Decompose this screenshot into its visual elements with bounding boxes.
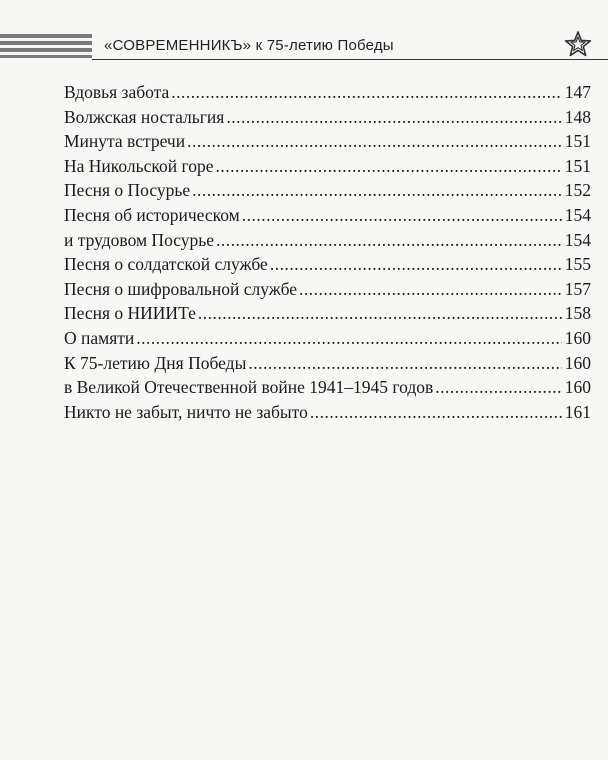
toc-entry: [64, 154, 591, 179]
toc-entry: [64, 80, 591, 105]
toc-entry: [64, 326, 591, 351]
leader-dots: [242, 203, 562, 228]
toc-entry-title: О памяти: [64, 327, 135, 348]
leader-dots: [226, 105, 561, 130]
toc-entry: [64, 351, 591, 376]
leader-dots: [270, 252, 562, 277]
toc-entry-title: На Никольской горе: [64, 155, 214, 176]
leader-dots: [216, 154, 562, 179]
toc-entry: [64, 105, 591, 130]
toc-entry-title: и трудовом Посурье: [64, 229, 215, 250]
toc-entry: [64, 301, 591, 326]
leader-dots: [310, 400, 562, 425]
leader-dots: [192, 178, 562, 203]
toc-entry-page: 151: [564, 131, 591, 152]
toc-entry: [64, 252, 591, 277]
toc-entry-page: 160: [564, 352, 591, 373]
toc-entry-page: 160: [564, 377, 591, 398]
toc-entry-page: 151: [564, 155, 591, 176]
toc-entry-title: Вдовья забота: [64, 82, 170, 102]
toc-entry: [64, 129, 591, 154]
leader-dots: [435, 375, 561, 400]
toc-entry-title: в Великой Отечественной войне 1941–1945 годов: [64, 377, 434, 398]
leader-dots: [248, 351, 561, 376]
toc-entry-page: 154: [564, 204, 591, 225]
table-of-contents: [64, 80, 591, 424]
leader-dots: [299, 277, 562, 302]
toc-entry: [64, 400, 591, 425]
toc-entry: [64, 375, 591, 400]
toc-entry-title: Волжская ностальгия: [64, 106, 225, 127]
toc-entry: [64, 277, 591, 302]
leader-dots: [187, 129, 562, 154]
toc-entry-title: Песня о солдатской службе: [64, 254, 268, 275]
toc-entry-title: Песня о Посурье: [64, 180, 191, 201]
toc-entry: [64, 203, 591, 228]
header-rule: [92, 59, 608, 60]
leader-dots: [136, 326, 561, 351]
toc-entry-page: 158: [564, 303, 591, 324]
toc-entry: [64, 228, 591, 253]
toc-entry-page: 148: [564, 106, 591, 127]
toc-entry-page: 154: [564, 229, 591, 250]
toc-entry-page: 161: [564, 401, 591, 422]
toc-entry-title: Песня о шифровальной службе: [64, 278, 298, 299]
running-head: «СОВРЕМЕННИКЪ» к 75-летию Победы: [104, 37, 394, 54]
ribbon-stripes: [0, 34, 92, 58]
toc-entry-title: Песня о НИИИТе: [64, 303, 196, 324]
toc-entry-title: Минута встречи: [64, 131, 186, 152]
toc-entry-page: 155: [564, 254, 591, 275]
toc-entry-page: 157: [564, 278, 591, 299]
toc-entry-title: Песня об историческом: [64, 204, 240, 225]
leader-dots: [216, 228, 562, 253]
toc-entry-page: 152: [564, 180, 591, 201]
toc-entry-title: Никто не забыт, ничто не забыто: [64, 401, 308, 422]
toc-entry-title: К 75-летию Дня Победы: [64, 352, 247, 373]
star-icon: [564, 30, 592, 58]
leader-dots: [171, 80, 561, 105]
page-header: [0, 30, 608, 64]
toc-entry: [64, 178, 591, 203]
leader-dots: [198, 301, 562, 326]
toc-entry-page: 160: [564, 327, 591, 348]
toc-entry-page: 147: [564, 82, 591, 102]
